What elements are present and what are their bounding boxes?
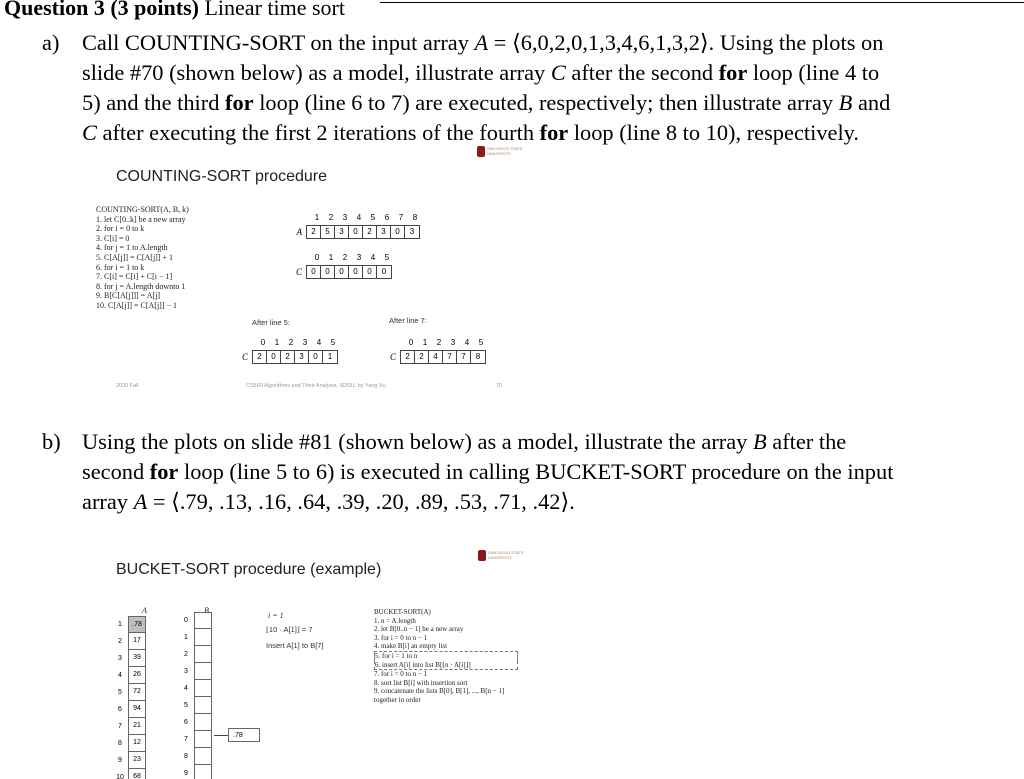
part-b-line-1: Using the plots on slide #81 (shown below) as a model, illustrate the array B after the	[82, 429, 847, 454]
part-b-line-2: second for loop (line 5 to 6) is executed in calling BUCKET-SORT procedure on the input	[82, 459, 894, 484]
array-a-indices: 1 2 3 4 5 6 7 8	[314, 213, 418, 222]
code-line: 8. for j = A.length downto 1	[96, 281, 186, 291]
bucket-cell	[194, 680, 212, 697]
code-line: 4. for j = 1 to A.length	[96, 243, 168, 253]
array-c-after-5-indices: 0 1 2 3 4 5	[260, 338, 336, 347]
array-a-figure	[292, 213, 422, 239]
bucket-array-b: 0 1 2 3 4 5 6 7 8 9	[178, 612, 212, 779]
code-line: 5. for i = 1 to n	[374, 651, 518, 661]
array-c-initial-name: C	[295, 267, 302, 277]
bucket-cell	[194, 697, 212, 714]
code-line: 10. C[A[j]] = C[A[j]] − 1	[96, 300, 178, 310]
code-line: 7. for i = 0 to n − 1	[374, 670, 428, 679]
step-index: i = 1	[268, 611, 284, 620]
bucket-array-a: 1 .78 2 17 3 39 4 26 5 72 6 94 7 21 8 12 9 23 10 68	[112, 616, 146, 779]
slide-70	[96, 148, 536, 398]
code-line: 6. insert A[i] into list B[⌊n · A[i]⌋]	[374, 661, 518, 671]
university-logo-icon: SAN DIEGO STATE UNIVERSITY	[477, 146, 533, 158]
code-line: 5. C[A[j]] = C[A[j]] + 1	[96, 252, 174, 262]
bucket-cell	[194, 731, 212, 748]
slide-81	[110, 550, 550, 779]
array-a-name: A	[296, 227, 302, 237]
part-a-line-3: 5) and the third for loop (line 6 to 7) are executed, respectively; then illustrate array B and	[82, 90, 891, 115]
slide-70-page-number: 70	[496, 383, 503, 389]
step-calculation: ⌊10 · A[1]⌋ = 7	[266, 625, 313, 634]
part-b-label: b)	[42, 429, 61, 454]
code-line: 8. sort list B[i] with insertion sort	[374, 678, 468, 687]
bucket-sort-code	[374, 608, 518, 705]
part-a-line-2: slide #70 (shown below) as a model, illustrate array C after the second for loop (line 4 to	[82, 60, 880, 85]
bucket-cell	[194, 629, 212, 646]
array-a-cell: 94	[128, 701, 146, 718]
array-a-cell: 39	[128, 650, 146, 667]
part-a-line-4: C after executing the first 2 iterations of the fourth for loop (line 8 to 10), respectively.	[82, 120, 860, 145]
bucket-cell	[194, 765, 212, 779]
array-c-after-7-figure	[386, 338, 488, 364]
code-line: 2. for i = 0 to k	[96, 224, 145, 234]
code-line: 2. let B[0..n − 1] be a new array	[374, 625, 464, 634]
code-line: 1. let C[0..k] be a new array	[96, 214, 186, 224]
part-a-label: a)	[42, 30, 60, 55]
university-logo-icon: SAN DIEGO STATE UNIVERSITY	[478, 550, 534, 562]
array-c-after-5-name: C	[241, 352, 248, 362]
array-c-after-5-figure	[238, 338, 340, 364]
slide-70-footer-left: 2020 Fall	[116, 383, 139, 389]
code-line: 1. n = A.length	[374, 616, 416, 625]
part-a-line-1: Call COUNTING-SORT on the input array A = ⟨6,0,2,0,1,3,4,6,1,3,2⟩. Using the plots on	[82, 30, 884, 55]
bucket-pointer-line	[214, 735, 228, 736]
counting-sort-code	[96, 205, 189, 311]
array-c-after-7-name: C	[389, 352, 396, 362]
bucket-a-header: A	[142, 606, 147, 615]
array-a-cell: .78	[128, 616, 146, 633]
array-a-cells: 2 5 3 0 2 3 0 3	[306, 225, 420, 239]
array-a-cell: 17	[128, 633, 146, 650]
code-line: 3. for i = 0 to n − 1	[374, 633, 428, 642]
array-a-cell: 72	[128, 684, 146, 701]
array-c-initial-cells: 0 0 0 0 0 0	[306, 265, 392, 279]
code-line: 7. C[i] = C[i] + C[i − 1]	[96, 272, 173, 282]
array-c-after-5-cells: 2 0 2 3 0 1	[252, 350, 338, 364]
code-line: 9. B[C[A[j]]] = A[j]	[96, 291, 161, 301]
bucket-list-node: .78	[228, 728, 260, 742]
bucket-cell	[194, 646, 212, 663]
bucket-cell	[194, 714, 212, 731]
question-topic: Linear time sort	[198, 0, 345, 20]
step-insert: Insert A[1] to B[7]	[266, 641, 324, 650]
array-a-cell: 23	[128, 752, 146, 769]
array-a-cell: 26	[128, 667, 146, 684]
after-line-7-label: After line 7:	[389, 316, 427, 325]
code-line: 4. make B[i] an empty list	[374, 642, 448, 651]
array-c-after-7-indices: 0 1 2 3 4 5	[408, 338, 484, 347]
array-c-initial-figure	[292, 253, 394, 279]
slide-70-footer-center: CS560 Algorithms and Their Analysis, SDSU, by Yang Xu	[246, 383, 386, 389]
code-line: BUCKET-SORT(A)	[374, 608, 431, 616]
part-b-line-3: array A = ⟨.79, .13, .16, .64, .39, .20, .89, .53, .71, .42⟩.	[82, 489, 575, 514]
code-line: together in order	[374, 695, 421, 704]
slide-70-title: COUNTING-SORT procedure	[116, 168, 328, 185]
array-a-cell: 12	[128, 735, 146, 752]
question-header	[4, 0, 345, 20]
bucket-b-header: B	[204, 606, 209, 615]
array-a-cell: 68	[128, 769, 146, 779]
code-line: 9. concatenate the lists B[0], B[1], ..., B[n − 1]	[374, 687, 505, 696]
slide-81-title: BUCKET-SORT procedure (example)	[116, 561, 382, 578]
code-line: COUNTING-SORT(A, B, k)	[96, 205, 189, 214]
after-line-5-label: After line 5:	[252, 318, 290, 327]
bucket-cell	[194, 612, 212, 629]
array-a-cell: 21	[128, 718, 146, 735]
array-c-after-7-cells: 2 2 4 7 7 8	[400, 350, 486, 364]
bucket-cell	[194, 748, 212, 765]
array-c-initial-indices: 0 1 2 3 4 5	[314, 253, 390, 262]
bucket-cell	[194, 663, 212, 680]
code-line: 6. for i = 1 to k	[96, 262, 145, 272]
header-rule	[380, 2, 1024, 3]
question-title: Question 3 (3 points)	[4, 0, 199, 20]
code-line: 3. C[i] = 0	[96, 233, 130, 243]
